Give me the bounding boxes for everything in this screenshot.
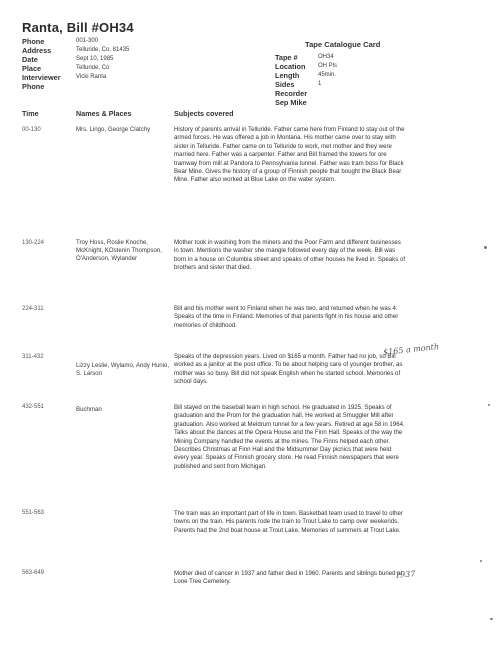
phone-label: Phone xyxy=(22,37,45,46)
handwritten-note: 1937 xyxy=(394,569,416,580)
recorder-label: Recorder xyxy=(275,89,308,98)
scan-speck xyxy=(480,560,482,562)
entry-names: Mrs. Lingo, George Clatchy xyxy=(76,126,151,133)
entry-names: Troy Hoss, Roslie Knoche, McKnight, KOstenin Thompson, O'Anderson, Wylander xyxy=(76,239,162,263)
address-value: Telluride, Co. 81435 xyxy=(76,47,130,53)
entry-time: 00-130 xyxy=(22,127,41,133)
entry-subjects: Bill and his mother went to Finland when he was two, and returned when he was 4. Speaks of the time in Finland. Memories of that parents fight in his house and other memories of childhood. xyxy=(174,305,399,329)
subjects-column-heading: Subjects covered xyxy=(174,109,234,118)
document-title: Ranta, Bill #OH34 xyxy=(22,20,134,35)
interviewer-label: Interviewer xyxy=(22,73,61,82)
scan-speck xyxy=(484,246,487,249)
interviewer-value: Vicki Ranta xyxy=(76,74,107,80)
entry-subjects: Bill stayed on the baseball team in high school. He graduated in 1925. Speaks of graduation and the Prom for the graduation hall. He worked at Smuggler Mill after graduation. Also worked at Meldrum tunnel for a few years. Retired at age 58 in 1964. Talks about the dances at the Opera House and the Finn Hall. Speaks of the way the Mining Company handled the events at the mines. The Finns helped each other. Describes Christmas at Finn Hall and the Midsummer Day picnics that were held every year. Speaks of Finnish grocery store. He read Finnish newspapers that were published and sent from Michigan. xyxy=(174,404,405,470)
names-column-heading: Names & Places xyxy=(76,109,132,118)
entry-subjects: The train was an important part of life in town. Basketball team used to travel to other towns on the train. His parents rode the train to Trout Lake to camp over weekends. Parents had the 2nd boat house at Trout Lake. Memories of summers at Trout Lake. xyxy=(174,510,403,534)
tape-value: OH34 xyxy=(318,54,334,60)
entry-time: 551-563 xyxy=(22,510,45,516)
scan-speck xyxy=(490,618,493,620)
place-value: Telluride, Co xyxy=(76,65,110,71)
length-label: Length xyxy=(275,71,300,80)
entry-subjects: Speaks of the depression years. Lived on $165 a month. Father had no job, so Bill worked as a janitor at the post office. To be about helping care of younger brother, as mother was so busy. Bill did not speak English when he started school. Memories of school days. xyxy=(174,353,403,386)
address-label: Address xyxy=(22,46,52,55)
entry-subjects: History of parents arrival in Telluride. Father came here from Finland to stay out of the armed forces. He was offered a job in Montana. His mother came over to stay with sister in Telluride. Father came on to Telluride to work, met mother and they were married here. Father was a carpenter. Father and Bill framed the towers for ore tramway from mill at Pandora to Pennsylvania tunnel. Father was tram boss for Black Bear Mine. Gives the history of a group of Finnish people that bought the Black Bear Mine. Father also worked at Blue Lake on the water system. xyxy=(174,126,405,184)
time-column-heading: Time xyxy=(22,109,39,118)
catalogue-card-title: Tape Catalogue Card xyxy=(305,40,381,49)
tape-label: Tape # xyxy=(275,53,298,62)
phone-value: 001-300 xyxy=(76,38,99,44)
entry-time: 311-432 xyxy=(22,354,44,360)
length-value: 45min. xyxy=(318,72,337,78)
second-phone-label: Phone xyxy=(22,82,45,91)
entry-names: Lizzy Leslie, Wylamo, Andy Hunio, S. Larson xyxy=(76,362,170,378)
entry-names: Buchman xyxy=(76,406,102,413)
scan-speck xyxy=(488,404,490,406)
entry-time: 224-311 xyxy=(22,306,44,312)
location-label: Location xyxy=(275,62,306,71)
entry-time: 563-649 xyxy=(22,570,45,576)
entry-time: 432-551 xyxy=(22,404,45,410)
sides-value: 1 xyxy=(318,81,322,87)
location-value: OH Pls xyxy=(318,63,338,69)
date-label: Date xyxy=(22,55,38,64)
date-value: Sept 10, 1985 xyxy=(76,56,114,62)
entry-time: 130-224 xyxy=(22,240,45,246)
handwritten-note: $165 a month xyxy=(382,342,440,357)
sides-label: Sides xyxy=(275,80,295,89)
entry-subjects: Mother died of cancer in 1937 and father died in 1960. Parents and siblings buried at Lone Tree Cemetery. xyxy=(174,570,403,586)
sep-mike-label: Sep Mike xyxy=(275,98,307,107)
entry-subjects: Mother took in washing from the miners and the Poor Farm and different businesses in town. Mentions the washer she mangle followed every day of the week. Bill was born in a house on Columbia street and speaks of other houses he lived in. Speaks of brothers and sister that died. xyxy=(174,239,406,272)
place-label: Place xyxy=(22,64,42,73)
